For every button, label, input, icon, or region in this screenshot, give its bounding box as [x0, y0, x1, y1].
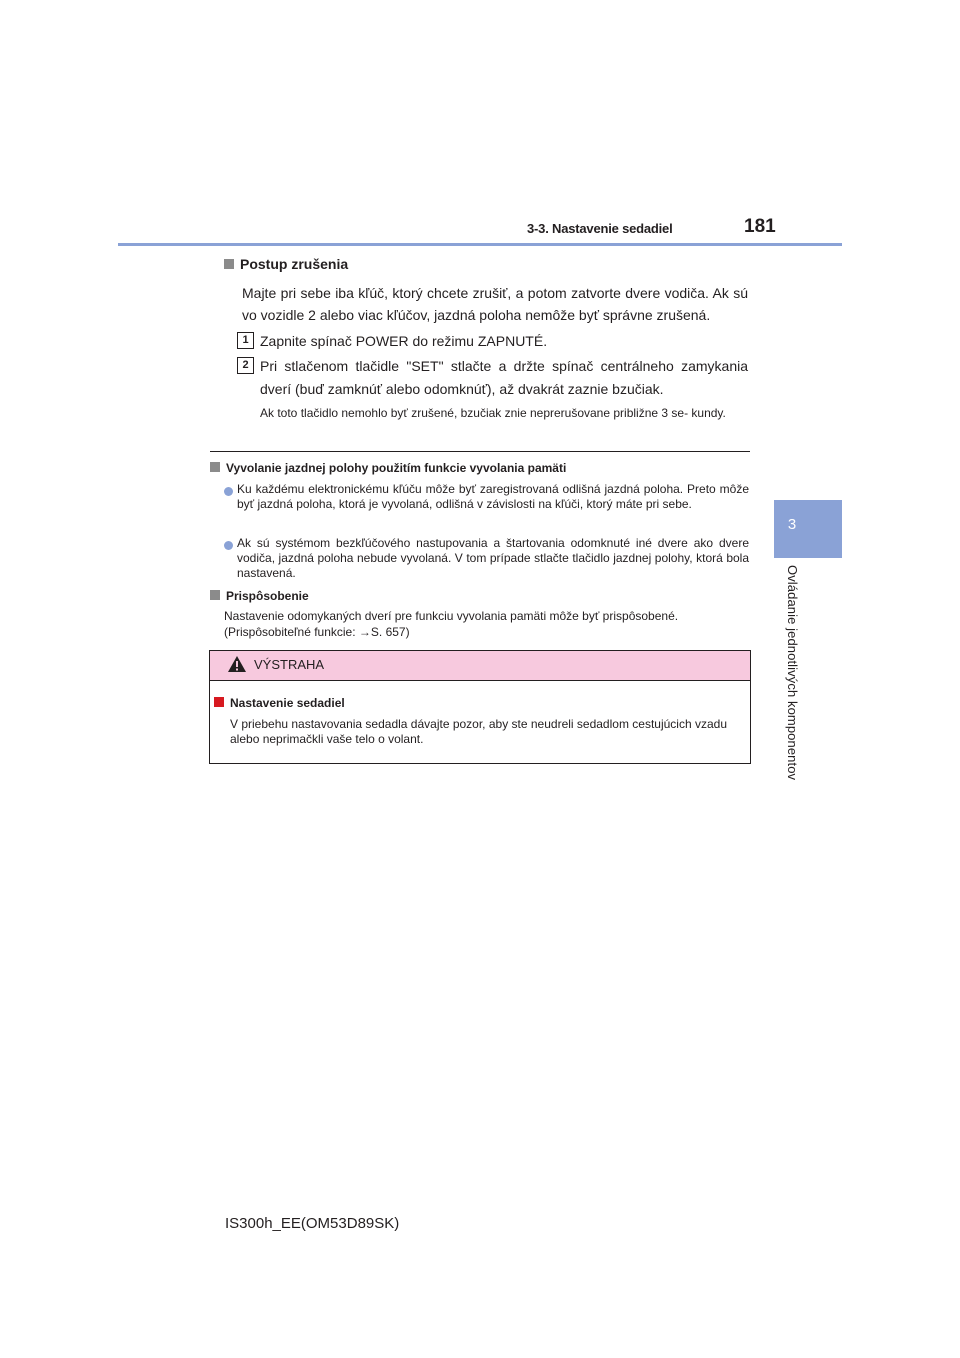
bullet-dot-icon: [224, 537, 237, 555]
chapter-number: 3: [787, 516, 797, 533]
step-note: Ak toto tlačidlo nemohlo byť zrušené, bzučiak znie neprerušovane približne 3 se- kundy.: [260, 406, 726, 420]
square-bullet-icon: [210, 462, 220, 472]
warning-text: V priebehu nastavovania sedadla dávajte pozor, aby ste neudreli sedadlom cestujúcich vzadu alebo neprimačkli vaše telo o volant.: [230, 717, 727, 746]
bullet-dot-icon: [224, 483, 237, 501]
bullet-text-1: Ku každému elektronickému kľúču môže byť zaregistrovaná odlišná jazdná poloha. Preto môže byť jazdná poloha, ktorá je vyvolaná, odlišná v závislosti na kľúči, ktorý máte pri sebe.: [237, 482, 749, 511]
bullet-text-2: Ak sú systémom bezkľúčového nastupovania a štartovania odomknuté iné dvere ako dvere vodiča, jazdná poloha nebude vyvolaná. V tom prípade stlačte tlačidlo jazdnej polohy, ktorá bola nastavená.: [237, 536, 749, 580]
square-bullet-icon: [210, 590, 220, 600]
recall-heading-text: Vyvolanie jazdnej polohy použitím funkcie vyvolania pamäti: [226, 461, 567, 475]
square-bullet-icon: [214, 697, 224, 707]
procedure-heading-text: Postup zrušenia: [240, 256, 349, 272]
section-divider: [210, 451, 750, 452]
step-text-1: Zapnite spínač POWER do režimu ZAPNUTÉ.: [260, 333, 548, 349]
chapter-title: Ovládanie jednotlivých komponentov: [785, 565, 800, 781]
custom-line-2: (Prispôsobiteľné funkcie: →S. 657): [224, 625, 410, 639]
step-number-2: 2: [237, 357, 254, 374]
warning-triangle-icon: [227, 655, 247, 678]
procedure-intro: Majte pri sebe iba kľúč, ktorý chcete zrušiť, a potom zatvorte dvere vodiča. Ak sú vo vozidle 2 alebo viac kľúčov, jazdná poloha nemôže byť správne zrušená.: [242, 285, 748, 323]
header-rule: [118, 243, 842, 246]
step-text-2: Pri stlačenom tlačidle "SET" stlačte a držte spínač centrálneho zamykania dverí (buď zamknúť alebo odomknúť), až dvakrát zaznie bzučiak.: [260, 358, 748, 397]
section-title: 3-3. Nastavenie sedadiel: [527, 221, 673, 236]
custom-heading-text: Prispôsobenie: [226, 589, 309, 603]
model-code: IS300h_EE(OM53D89SK): [225, 1215, 400, 1232]
warning-subheading-text: Nastavenie sedadiel: [230, 696, 345, 710]
step-number-1: 1: [237, 332, 254, 349]
page-number: 181: [744, 216, 776, 237]
square-bullet-icon: [224, 259, 234, 269]
warning-subheading: [214, 696, 345, 710]
custom-heading: [210, 589, 309, 603]
procedure-heading: [224, 256, 348, 272]
warning-title: VÝSTRAHA: [254, 657, 325, 672]
custom-line-1: Nastavenie odomykaných dverí pre funkciu vyvolania pamäti môže byť prispôsobené.: [224, 609, 679, 623]
recall-heading: [210, 461, 566, 475]
